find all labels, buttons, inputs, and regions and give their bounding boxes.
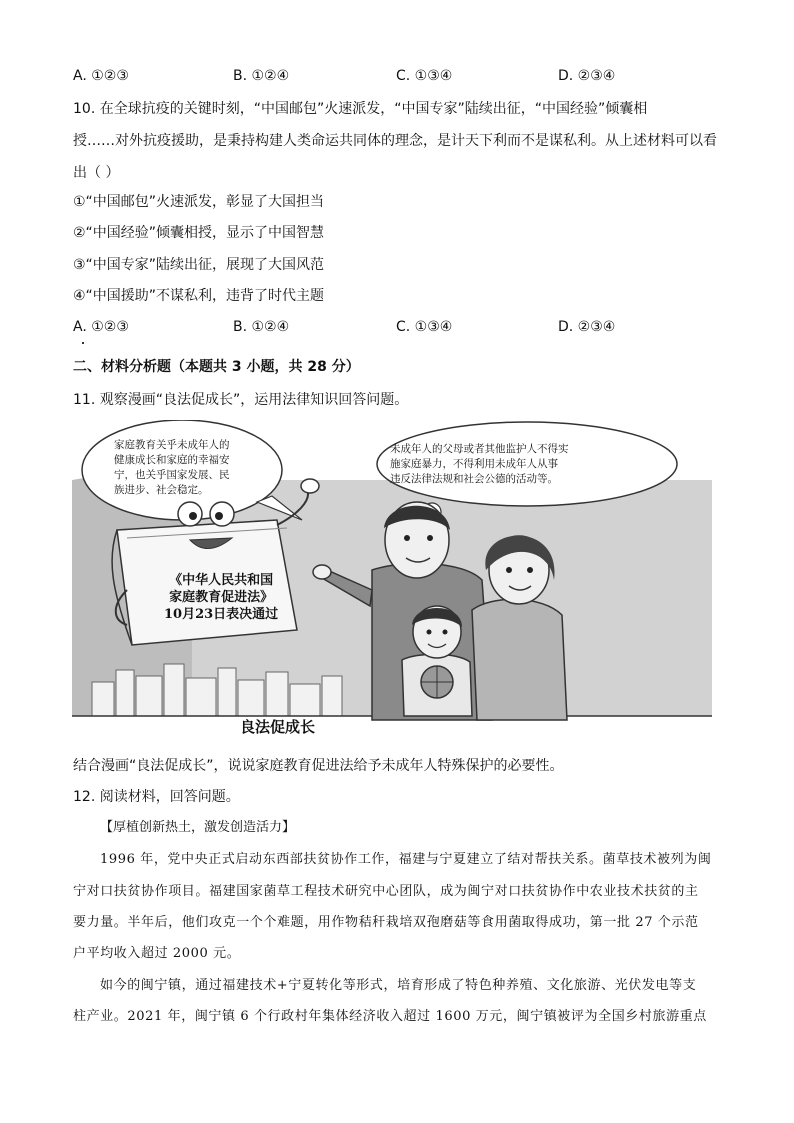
para1-line: 1996 年，党中央正式启动东西部扶贫协作工作，福建与宁夏建立了结对帮扶关系。菌草技术被列为闽	[100, 852, 712, 867]
q10-stem-line3: 出（ ）	[73, 165, 120, 181]
right-bubble-line: 违反法律法规和社会公德的活动等。	[390, 473, 558, 485]
mother-figure	[472, 536, 567, 720]
q10-stem-line1: 10. 在全球抗疫的关键时刻，“中国邮包”火速派发，“中国专家”陆续出征，“中国经验”倾囊相	[73, 101, 648, 117]
q10-option-a: A. ①②③	[73, 319, 129, 335]
cartoon-image	[72, 420, 712, 738]
left-bubble-line: 宁，也关乎国家发展、民	[114, 469, 230, 481]
law-doc-line: 10月23日表决通过	[164, 607, 279, 622]
stray-dot	[82, 342, 84, 344]
q10-option-c: C. ①③④	[396, 319, 453, 335]
section-2-heading: 二、材料分析题（本题共 3 小题，共 28 分）	[73, 359, 360, 375]
q10-item-1: ①“中国邮包”火速派发，彰显了大国担当	[73, 194, 325, 210]
right-bubble-line: 未成年人的父母或者其他监护人不得实	[390, 443, 569, 455]
q10-item-2: ②“中国经验”倾囊相授，显示了中国智慧	[73, 225, 325, 241]
q9-option-b: B. ①②④	[233, 68, 290, 84]
q10-option-b: B. ①②④	[233, 319, 290, 335]
left-bubble-line: 健康成长和家庭的幸福安	[114, 454, 230, 466]
q9-option-a: A. ①②③	[73, 68, 129, 84]
right-bubble-line: 施家庭暴力，不得利用未成年人从事	[390, 458, 558, 470]
right-bubble-text	[390, 442, 569, 487]
material-title: 【厚植创新热土，激发创造活力】	[100, 820, 296, 835]
law-doc-line: 《中华人民共和国	[169, 573, 274, 588]
left-bubble-text	[114, 438, 230, 498]
left-bubble-line: 家庭教育关乎未成年人的	[114, 439, 230, 451]
para1-line: 宁对口扶贫协作项目。福建国家菌草工程技术研究中心团队，成为闽宁对口扶贫协作中农业技术扶贫的主	[73, 884, 699, 899]
q12-stem: 12. 阅读材料，回答问题。	[73, 789, 240, 805]
left-bubble-line: 族进步、社会稳定。	[114, 484, 209, 496]
q11-stem: 11. 观察漫画“良法促成长”，运用法律知识回答问题。	[73, 392, 409, 408]
q9-option-d: D. ②③④	[558, 68, 616, 84]
para2-line: 如今的闽宁镇，通过福建技术+宁夏转化等形式，培育形成了特色种养殖、文化旅游、光伏发电等支	[100, 978, 697, 993]
q9-option-c: C. ①③④	[396, 68, 453, 84]
law-document-title	[164, 572, 278, 623]
law-doc-line: 家庭教育促进法》	[169, 590, 274, 605]
q10-item-3: ③“中国专家”陆续出征，展现了大国风范	[73, 257, 325, 273]
q10-item-4: ④“中国援助”不谋私利，违背了时代主题	[73, 288, 325, 304]
q10-stem-line2: 授……对外抗疫援助，是秉持构建人类命运共同体的理念，是计天下利而不是谋私利。从上述材料可以看	[73, 133, 717, 149]
q10-option-d: D. ②③④	[558, 319, 616, 335]
para1-line: 要力量。半年后，他们攻克一个个难题，用作物秸秆栽培双孢磨菇等食用菌取得成功，第一批 27 个示范	[73, 915, 699, 930]
para2-line: 柱产业。2021 年，闽宁镇 6 个行政村年集体经济收入超过 1600 万元，闽宁镇被评为全国乡村旅游重点	[73, 1009, 707, 1024]
para1-line: 户平均收入超过 2000 元。	[73, 946, 241, 961]
q11-question: 结合漫画“良法促成长”，说说家庭教育促进法给予未成年人特殊保护的必要性。	[73, 758, 564, 774]
cartoon-caption: 良法促成长	[240, 718, 316, 736]
